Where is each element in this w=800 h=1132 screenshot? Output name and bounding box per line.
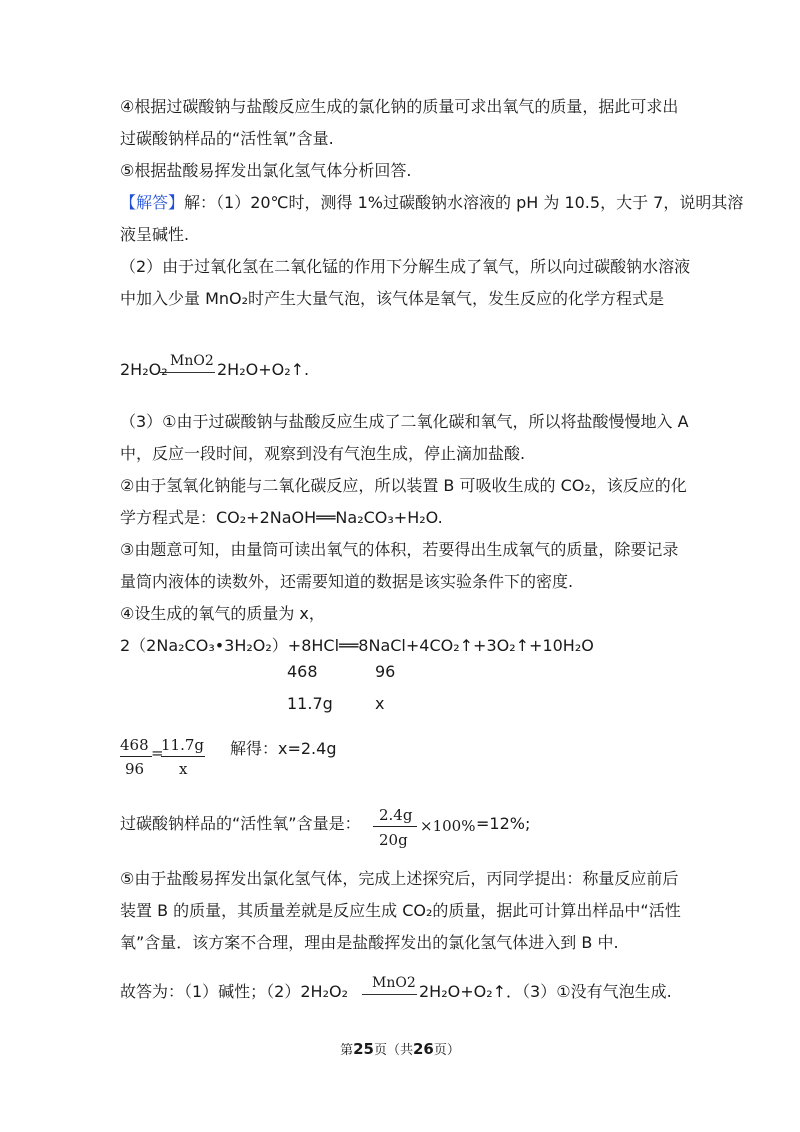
text-line: ⑤由于盐酸易挥发出氯化氢气体，完成上述探究后，丙同学提出：称量反应前后 (120, 869, 679, 888)
fraction-denominator: 96 (125, 760, 145, 778)
equation-left: 2H₂O₂ (120, 360, 168, 379)
text-span: 故答为：（1）碱性；（2）2H₂O₂ (120, 982, 348, 1001)
fraction-bar (120, 756, 152, 757)
mass-value: 96 (375, 662, 396, 681)
page-total: 26 (413, 1040, 434, 1058)
text-span: 过碳酸钠样品的“活性氧”含量是： (120, 814, 361, 833)
fraction-denominator: 20g (379, 831, 408, 849)
mass-value: 11.7g (287, 694, 333, 713)
fraction-bar (161, 756, 205, 757)
fraction-numerator: 11.7g (161, 736, 205, 754)
text-line: ④根据过碳酸钠与盐酸反应生成的氯化钠的质量可求出氧气的质量，据此可求出 (120, 97, 679, 116)
footer-text: 页（共 (373, 1043, 413, 1058)
fraction-bar (373, 826, 417, 827)
answer-line (120, 195, 743, 211)
text-line: 过碳酸钠样品的“活性氧”含量. (120, 129, 334, 148)
text-line: 氧”含量．该方案不合理，理由是盐酸挥发出的氯化氢气体进入到 B 中. (120, 933, 619, 952)
answer-tag: 【解答】 (120, 193, 185, 212)
equation-condition: MnO2 (372, 975, 416, 991)
mass-value: x (375, 694, 385, 713)
footer-text: 第 (340, 1043, 354, 1058)
equation-right: 2H₂O+O₂↑. (217, 360, 310, 379)
text-span: =12%; (476, 814, 531, 833)
text-line: ④设生成的氧气的质量为 x， (120, 604, 325, 623)
text-line: 学方程式是：CO₂+2NaOH══Na₂CO₃+H₂O. (120, 508, 443, 527)
text-line: 装置 B 的质量，其质量差就是反应生成 CO₂的质量，据此可计算出样品中“活性 (120, 901, 681, 920)
fraction-numerator: 2.4g (379, 806, 413, 824)
text-span: 解：（1）20℃时，测得 1%过碳酸钠水溶液的 pH 为 10.5，大于 7，说明其溶 (184, 193, 744, 212)
fraction-denominator: x (179, 760, 188, 778)
text-line: （2）由于过氧化氢在二氧化锰的作用下分解生成了氧气，所以向过碳酸钠水溶液 (120, 257, 691, 276)
equals-sign: = (151, 744, 164, 762)
text-line: 液呈碱性. (120, 225, 190, 244)
text-line: 中，反应一段时间，观察到没有气泡生成，停止滴加盐酸. (120, 444, 526, 463)
reaction-arrow-bar (160, 372, 215, 373)
reaction-arrow-bar (362, 994, 417, 995)
text-line: ②由于氢氧化钠能与二氧化碳反应，所以装置 B 可吸收生成的 CO₂，该反应的化 (120, 476, 687, 495)
page-footer (0, 1039, 800, 1058)
text-span: 2H₂O+O₂↑．（3）①没有气泡生成. (419, 982, 672, 1001)
page-number: 25 (353, 1040, 374, 1058)
text-line: （3）①由于过碳酸钠与盐酸反应生成了二氧化碳和氧气，所以将盐酸慢慢地入 A (120, 412, 689, 431)
equation-condition: MnO2 (170, 353, 214, 369)
text-line: 中加入少量 MnO₂时产生大量气泡，该气体是氧气，发生反应的化学方程式是 (120, 289, 665, 308)
solve-result: 解得：x=2.4g (230, 739, 337, 758)
text-line: 量筒内液体的读数外，还需要知道的数据是该实验条件下的密度. (120, 572, 574, 591)
mass-value: 468 (287, 662, 318, 681)
multiplier: ×100% (420, 817, 476, 835)
text-line: ③由题意可知，由量筒可读出氧气的体积，若要得出生成氧气的质量，除要记录 (120, 540, 679, 559)
fraction-numerator: 468 (120, 736, 149, 754)
text-line: ⑤根据盐酸易挥发出氯化氢气体分析回答. (120, 161, 412, 180)
reaction-equation: 2（2Na₂CO₃•3H₂O₂）+8HCl══8NaCl+4CO₂↑+3O₂↑+10H₂O (120, 636, 594, 655)
footer-text: 页） (433, 1043, 460, 1058)
